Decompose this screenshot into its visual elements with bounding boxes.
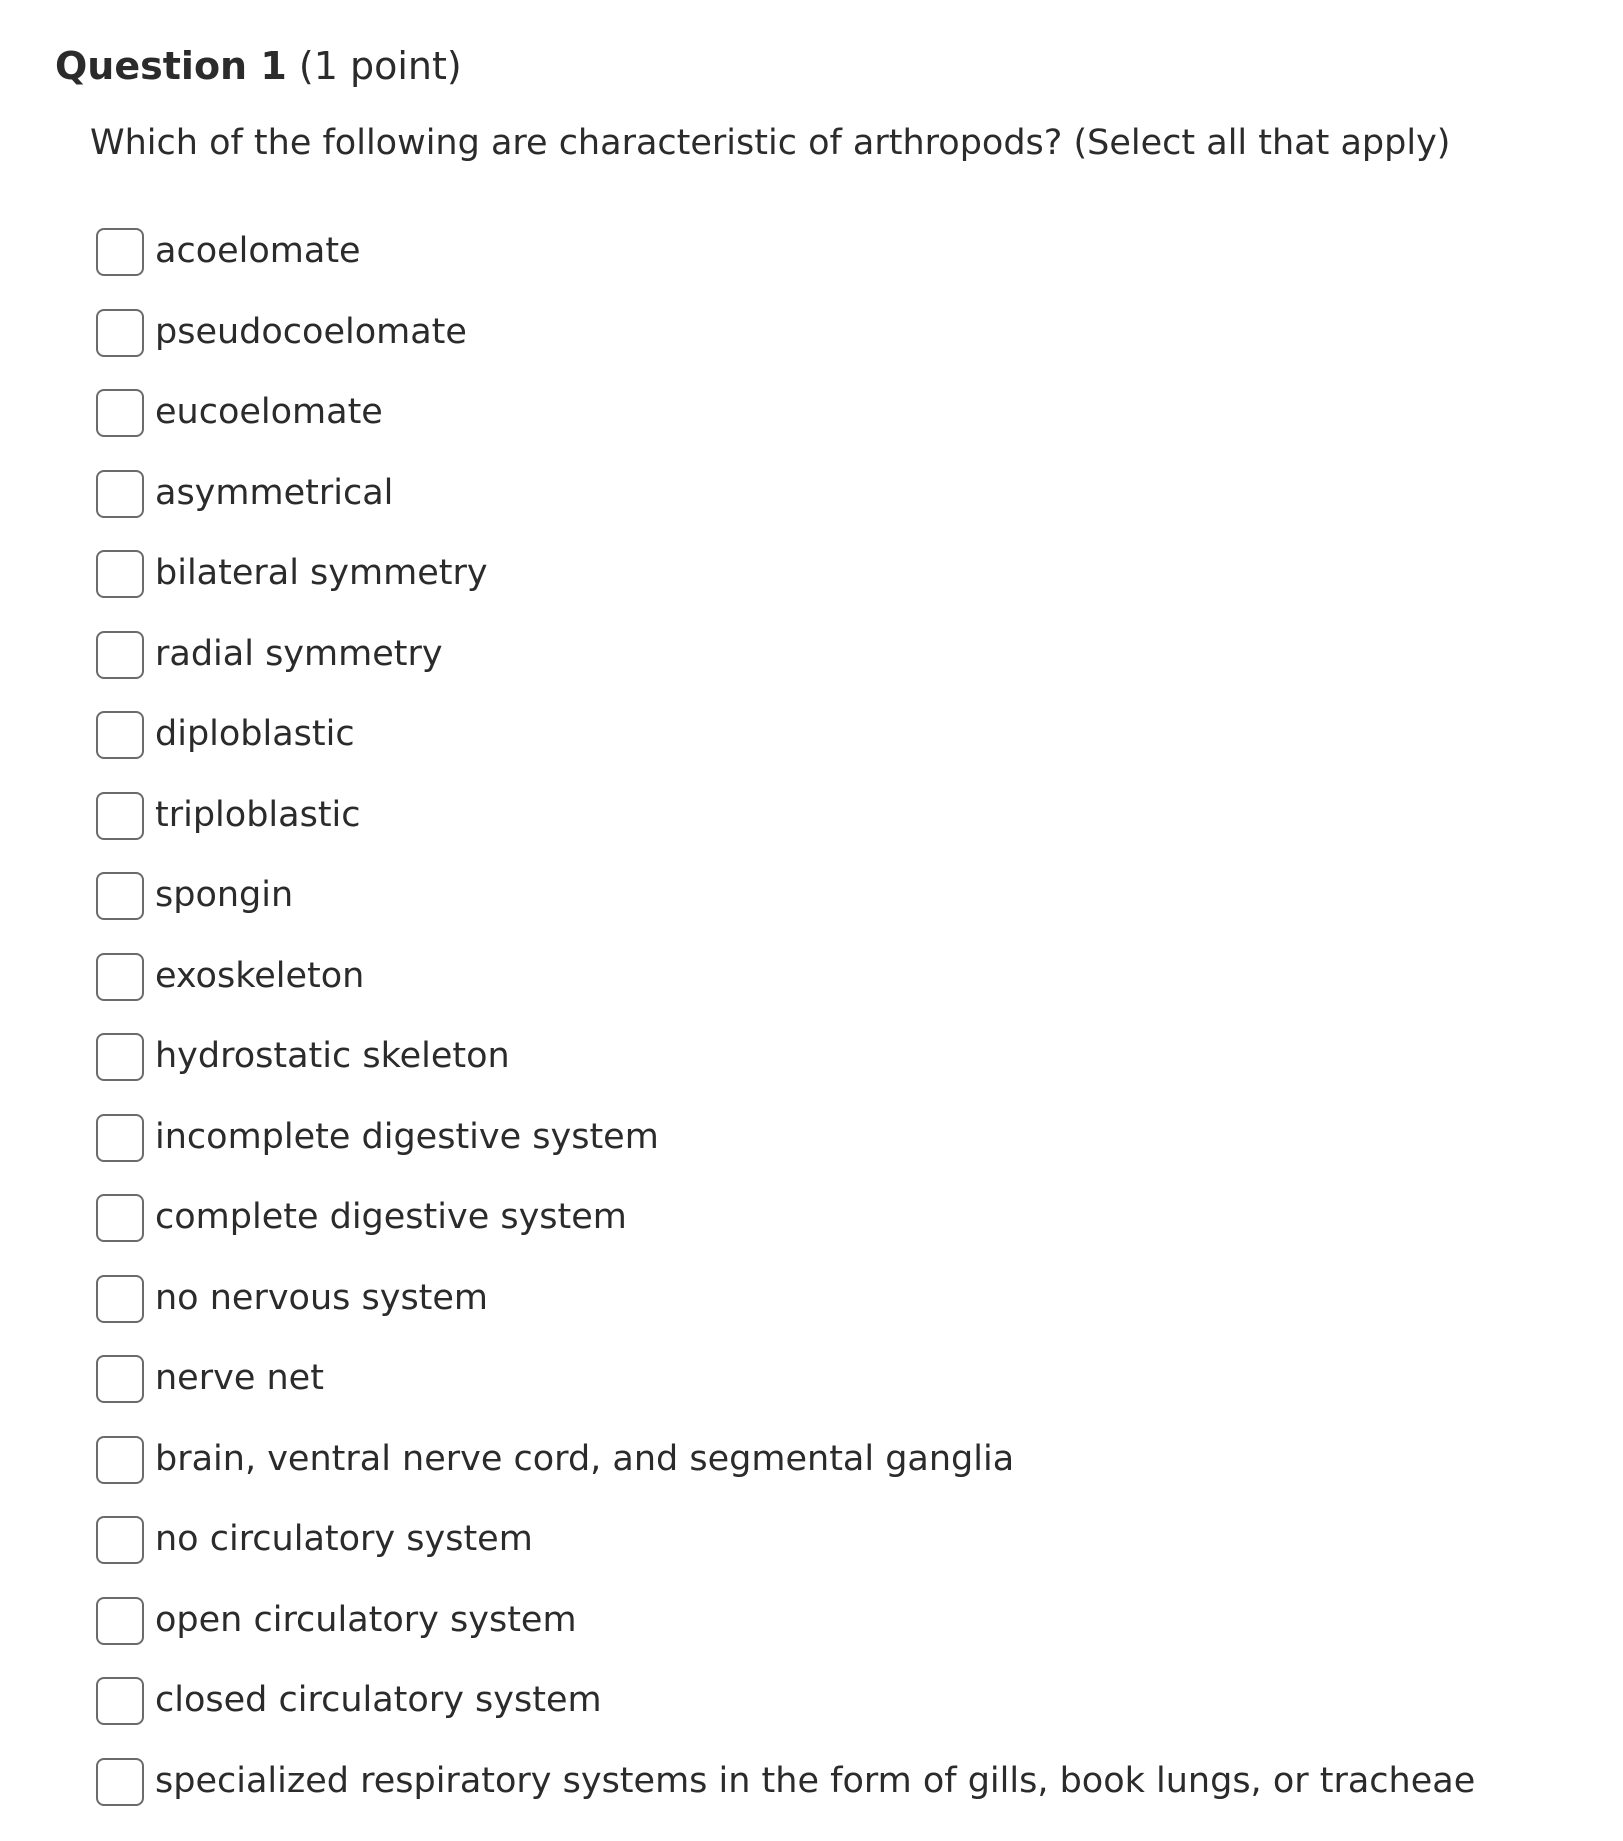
answer-option[interactable]: [96, 379, 1596, 460]
answer-option-label[interactable]: eucoelomate: [155, 392, 383, 432]
checkbox-icon[interactable]: [96, 1033, 144, 1081]
answer-option[interactable]: [96, 621, 1596, 702]
checkbox-icon[interactable]: [96, 470, 144, 518]
answer-option-label[interactable]: asymmetrical: [155, 472, 394, 513]
answer-option[interactable]: [96, 1587, 1596, 1668]
answer-option[interactable]: [96, 1184, 1596, 1265]
question-prompt: Which of the following are characteristic of arthropods? (Select all that apply): [90, 123, 1451, 163]
checkbox-icon[interactable]: [96, 1436, 144, 1484]
answer-option[interactable]: [96, 943, 1596, 1024]
answer-option-label[interactable]: closed circulatory system: [155, 1680, 602, 1720]
checkbox-icon[interactable]: [96, 1194, 144, 1242]
answer-option-label[interactable]: hydrostatic skeleton: [155, 1036, 510, 1076]
checkbox-icon[interactable]: [96, 792, 144, 840]
answer-option-label[interactable]: triploblastic: [155, 794, 361, 835]
answer-option-label[interactable]: nerve net: [155, 1358, 324, 1398]
answer-option[interactable]: [96, 1748, 1596, 1829]
answer-option[interactable]: [96, 218, 1596, 299]
checkbox-icon[interactable]: [96, 550, 144, 598]
answer-option[interactable]: [96, 460, 1596, 541]
question-number: Question 1: [55, 44, 287, 88]
checkbox-icon[interactable]: [96, 1677, 144, 1725]
answer-option-label[interactable]: pseudocoelomate: [155, 311, 467, 352]
question-header: [55, 38, 462, 94]
answer-option[interactable]: [96, 1265, 1596, 1346]
answer-option[interactable]: [96, 299, 1596, 380]
answer-option-label[interactable]: acoelomate: [155, 231, 361, 271]
answer-option[interactable]: [96, 1506, 1596, 1587]
answer-options-list: [96, 218, 1596, 1828]
answer-option[interactable]: [96, 1426, 1596, 1507]
answer-option[interactable]: [96, 701, 1596, 782]
checkbox-icon[interactable]: [96, 872, 144, 920]
answer-option-label[interactable]: specialized respiratory systems in the form of gills, book lungs, or tracheae: [155, 1760, 1476, 1801]
checkbox-icon[interactable]: [96, 631, 144, 679]
checkbox-icon[interactable]: [96, 953, 144, 1001]
answer-option[interactable]: [96, 1023, 1596, 1104]
answer-option-label[interactable]: incomplete digestive system: [155, 1116, 659, 1157]
checkbox-icon[interactable]: [96, 1758, 144, 1806]
answer-option-label[interactable]: bilateral symmetry: [155, 553, 488, 593]
answer-option-label[interactable]: radial symmetry: [155, 633, 443, 674]
checkbox-icon[interactable]: [96, 309, 144, 357]
checkbox-icon[interactable]: [96, 1355, 144, 1403]
question-points: (1 point): [298, 44, 462, 88]
answer-option-label[interactable]: exoskeleton: [155, 955, 365, 996]
checkbox-icon[interactable]: [96, 1114, 144, 1162]
checkbox-icon[interactable]: [96, 1275, 144, 1323]
checkbox-icon[interactable]: [96, 1597, 144, 1645]
answer-option[interactable]: [96, 1345, 1596, 1426]
checkbox-icon[interactable]: [96, 711, 144, 759]
answer-option-label[interactable]: no circulatory system: [155, 1519, 533, 1559]
checkbox-icon[interactable]: [96, 1516, 144, 1564]
answer-option-label[interactable]: diploblastic: [155, 714, 355, 754]
answer-option-label[interactable]: spongin: [155, 875, 294, 915]
checkbox-icon[interactable]: [96, 228, 144, 276]
answer-option[interactable]: [96, 1104, 1596, 1185]
answer-option[interactable]: [96, 1667, 1596, 1748]
answer-option-label[interactable]: no nervous system: [155, 1277, 489, 1318]
answer-option-label[interactable]: open circulatory system: [155, 1599, 577, 1640]
answer-option[interactable]: [96, 862, 1596, 943]
answer-option[interactable]: [96, 540, 1596, 621]
checkbox-icon[interactable]: [96, 389, 144, 437]
answer-option-label[interactable]: brain, ventral nerve cord, and segmental ganglia: [155, 1438, 1015, 1479]
answer-option[interactable]: [96, 782, 1596, 863]
answer-option-label[interactable]: complete digestive system: [155, 1197, 627, 1237]
